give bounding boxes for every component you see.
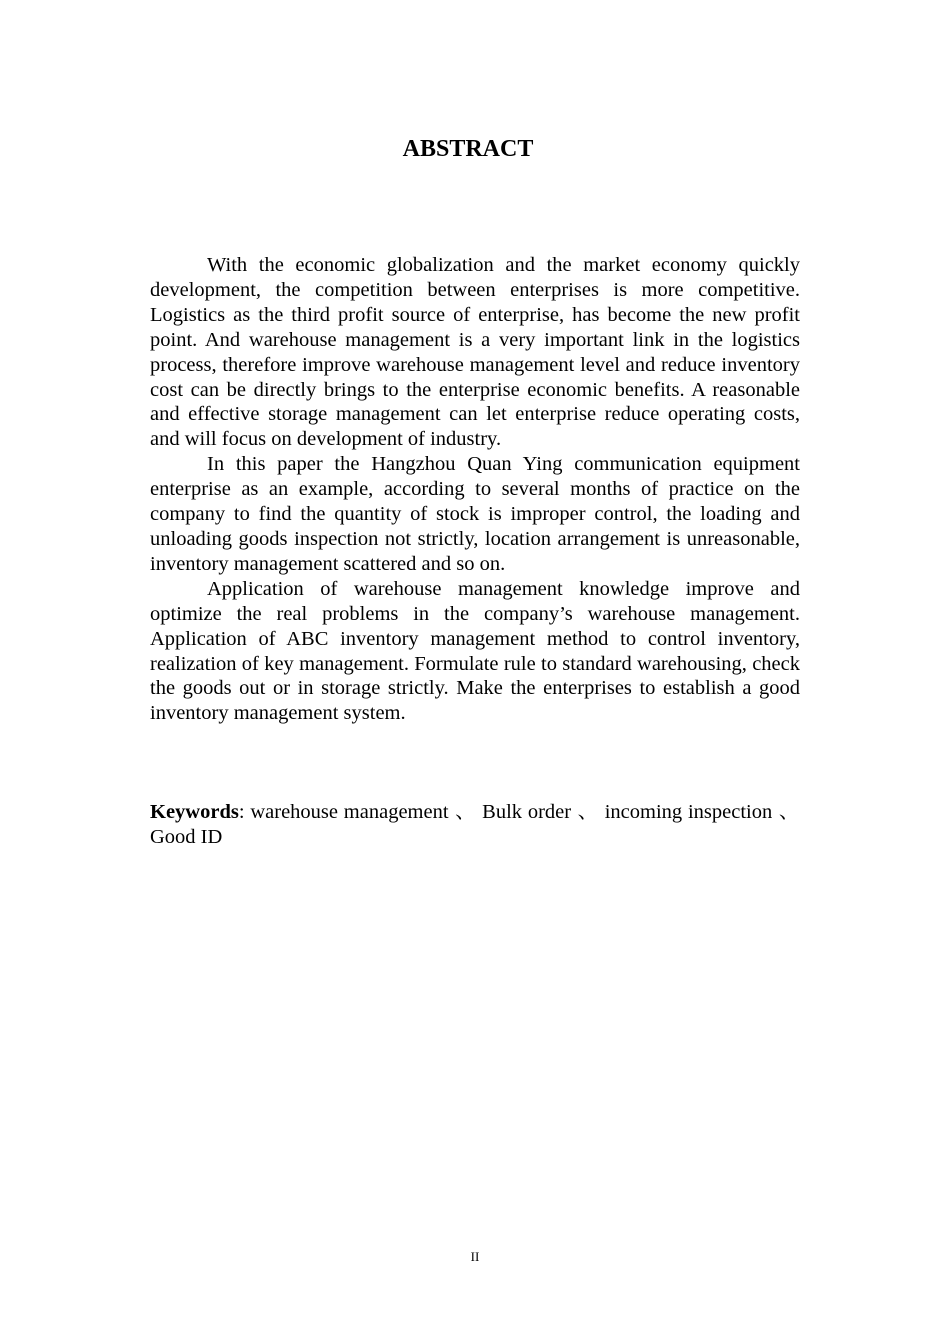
keyword-item: Bulk order (482, 801, 572, 823)
abstract-title: ABSTRACT (402, 136, 534, 162)
keyword-item: Good ID (150, 825, 223, 848)
abstract-paragraph-3: Application of warehouse management knowledge improve and optimize the real problems in the company’s warehouse management. Application of ABC inventory management method to control inventory, realization of key management. Formulate rule to standard warehousing, check the goods out or in storage strictly. Make the enterprises to establish a good inventory management system. (150, 577, 800, 725)
keywords-colon: : (238, 801, 245, 823)
keyword-item: incoming inspection (604, 801, 773, 823)
keywords-label: Keywords (150, 801, 239, 823)
abstract-paragraph-1: With the economic globalization and the market economy quickly development, the competition between enterprises is more competitive. Logistics as the third profit source of enterprise, has become the new profit point. And warehouse management is a very important link in the logistics process, therefore improve warehouse management level and reduce inventory cost can be directly brings to the enterprise economic benefits. A reasonable and effective storage management can let enterprise reduce operating costs, and will focus on development of industry. (150, 254, 800, 451)
keywords-line (150, 800, 800, 850)
page-number: II (470, 1249, 480, 1264)
abstract-paragraph-2: In this paper the Hangzhou Quan Ying communication equipment enterprise as an example, according to several months of practice on the company to find the quantity of stock is improper control, the loading and unloading goods inspection not strictly, location arrangement is unreasonable, inventory management scattered and so on. (150, 453, 800, 575)
keyword-item: warehouse management (250, 801, 449, 823)
keyword-separator: 、 (778, 801, 800, 823)
abstract-body (150, 253, 800, 726)
keyword-separator: 、 (455, 801, 476, 823)
keyword-separator: 、 (577, 801, 599, 823)
